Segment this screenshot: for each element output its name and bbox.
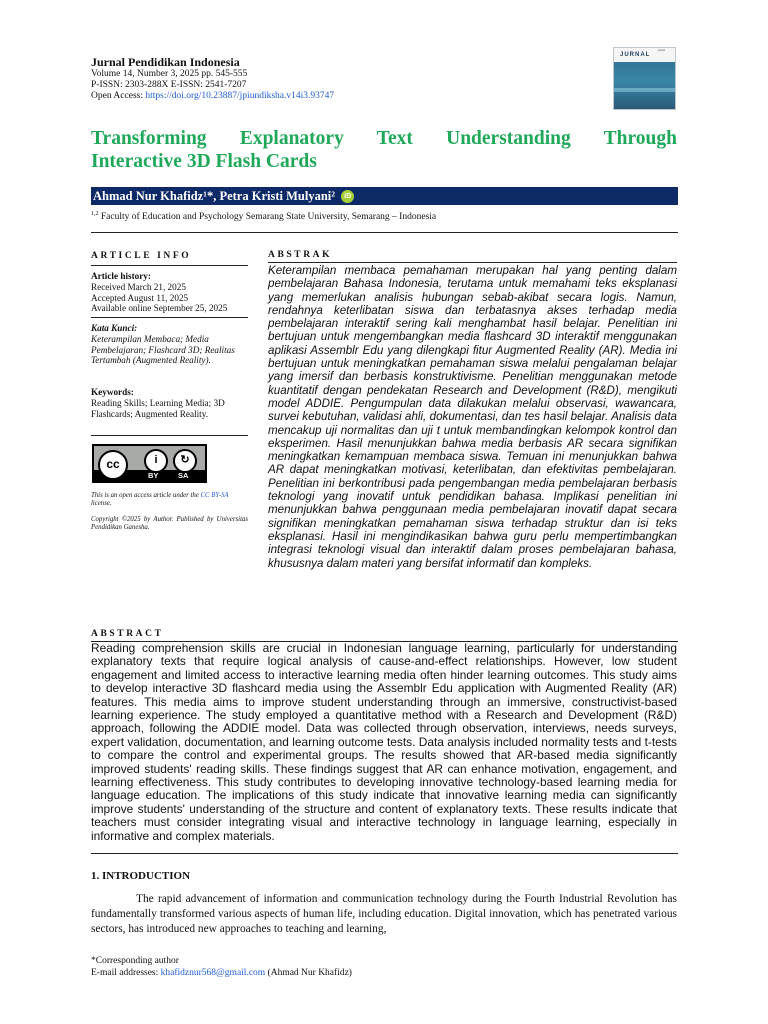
journal-name: Jurnal Pendidikan Indonesia xyxy=(91,55,240,69)
kata-kunci-block xyxy=(91,323,248,366)
keywords-label: Keywords: xyxy=(91,387,134,397)
affiliation-text: Faculty of Education and Psychology Semarang State University, Semarang – Indonesia xyxy=(100,212,437,223)
divider xyxy=(91,435,248,436)
open-access-line xyxy=(91,91,571,102)
article-info-heading: ARTICLE INFO xyxy=(91,251,192,261)
keywords-block xyxy=(91,387,248,419)
attribution-icon: i xyxy=(144,449,168,473)
email-owner: (Ahmad Nur Khafidz) xyxy=(267,967,352,978)
journal-volume: Volume 14, Number 3, 2025 pp. 545-555 xyxy=(91,69,248,79)
email-line xyxy=(91,968,352,980)
email-label: E-mail addresses: xyxy=(91,967,159,978)
journal-header xyxy=(91,55,571,102)
cc-by-sa-badge[interactable] xyxy=(92,444,207,483)
received-date: Received March 21, 2025 xyxy=(91,281,186,292)
open-access-label: Open Access: xyxy=(91,91,143,101)
article-history xyxy=(91,271,248,314)
journal-issn: P-ISSN: 2303-288X E-ISSN: 2541-7207 xyxy=(91,80,247,90)
cc-icon: cc xyxy=(98,450,128,480)
keywords-text: Reading Skills; Learning Media; 3D Flashcards; Augmented Reality. xyxy=(91,397,225,419)
abstract-heading: ABSTRACT xyxy=(91,629,164,639)
history-label: Article history: xyxy=(91,271,151,281)
abstrak-heading: ABSTRAK xyxy=(268,250,333,260)
abstrak-text: Keterampilan membaca pemahaman merupakan hal yang penting dalam pembelajaran Bahasa Indonesia, terutama untuk memahami teks eksplanasi yang memerlukan analisis hubungan sebab-akibat secara logis. Namun, rendahnya keterlibatan siswa dan terbatasnya akses terhadap media pembelajaran interaktif sering kali menghambat hasil belajar. Penelitian ini bertujuan untuk mengembangkan media flashcard 3D interaktif menggunakan aplikasi Assemblr Edu yang dilengkapi fitur Augmented Reality (AR). Media ini bertujuan untuk meningkatkan pemahaman siswa melalui pengalaman belajar yang imersif dan berbasis konstruktivisme. Penelitian menggunakan metode kuantitatif dengan pendekatan Research and Development (R&D), mengikuti model ADDIE. Pengumpulan data dilakukan melalui observasi, wawancara, survei kebutuhan, validasi ahli, dokumentasi, dan tes hasil belajar. Analisis data mencakup uji normalitas dan uji t untuk membandingkan kelompok kontrol dan eksperimen. Hasil menunjukkan bahwa media berbasis AR secara signifikan meningkatkan kemampuan membaca siswa. Temuan ini menunjukkan bahwa AR dapat meningkatkan motivasi, keterlibatan, dan efektivitas pembelajaran. Penelitian ini berkontribusi pada pengembangan media pembelajaran berbasis teknologi yang inovatif untuk pendidikan bahasa. Implikasi penelitian ini menunjukkan bahwa penggunaan media pembelajaran inovatif dapat secara signifikan meningkatkan pemahaman siswa terhadap struktur dan isi teks eksplanasi. Hasil ini mengindikasikan bahwa guru perlu mempertimbangkan integrasi teknologi visual dan interaktif dalam proses pembelajaran bahasa, khususnya dalam materi yang bersifat informatif dan kompleks. xyxy=(268,264,677,570)
divider xyxy=(91,232,678,233)
affiliation-marker: 1,2 xyxy=(91,211,99,217)
affiliation xyxy=(91,208,436,223)
authors-bar xyxy=(91,187,678,205)
license-text-pre: This is an open access article under the xyxy=(91,492,199,499)
paper-title xyxy=(91,127,677,173)
cc-sa-label: SA xyxy=(178,471,189,480)
license-text-post: license. xyxy=(91,500,112,508)
cover-tag: jurnal xyxy=(658,48,665,52)
kata-kunci-text: Keterampilan Membaca; Media Pembelajaran; Flashcard 3D; Realitas Tertambah (Augmented Reality). xyxy=(91,333,235,366)
doi-link[interactable]: https://doi.org/10.23887/jpiundiksha.v14i3.93747 xyxy=(145,91,335,101)
copyright-note: Copyright ©2025 by Author. Published by Universitas Pendidikan Ganesha. xyxy=(91,516,248,532)
introduction-heading: 1. INTRODUCTION xyxy=(91,870,191,882)
divider xyxy=(91,265,248,266)
email-link[interactable]: khafidznur568@gmail.com xyxy=(160,967,266,978)
orcid-icon[interactable]: iD xyxy=(341,190,354,203)
footnote xyxy=(91,956,352,979)
journal-cover-image xyxy=(613,47,676,110)
corresponding-author: *Corresponding author xyxy=(91,956,179,966)
license-note xyxy=(91,492,248,509)
author-names: Ahmad Nur Khafidz¹*, Petra Kristi Mulyani² xyxy=(93,189,335,203)
divider xyxy=(91,317,248,318)
introduction-text: The rapid advancement of information and communication technology during the Fourth Industrial Revolution has fundamentally transformed various aspects of human life, including education. Digital innovation, which has penetrated various sectors, has introduced new approaches to teaching and learning, xyxy=(91,893,677,935)
cover-title: JURNAL xyxy=(620,52,651,58)
accepted-date: Accepted August 11, 2025 xyxy=(91,292,189,303)
paper-title-line1: Transforming Explanatory Text Understanding Through xyxy=(91,128,677,149)
license-link[interactable]: CC BY-SA xyxy=(200,492,229,499)
share-alike-icon: ↻ xyxy=(173,449,197,473)
online-date: Available online September 25, 2025 xyxy=(91,303,228,314)
cc-by-label: BY xyxy=(148,471,159,480)
kata-kunci-label: Kata Kunci: xyxy=(91,323,138,333)
divider xyxy=(268,262,677,263)
abstract-text: Reading comprehension skills are crucial in Indonesian language learning, particularly for understanding explanatory texts that require logical analysis of cause-and-effect relationships. However, low student engagement and limited access to interactive learning media often hinder learning outcomes. This study aims to develop interactive 3D flashcard media using the Assemblr Edu application with Augmented Reality (AR) features. This media aims to improve student understanding through an immersive, constructivist-based learning experience. The study employed a quantitative method with a Research and Development (R&D) approach, following the ADDIE model. Data was collected through observation, interviews, needs surveys, expert validation, documentation, and learning outcome tests. Data analysis included normality tests and t-tests to compare the control and experimental groups. The results showed that AR-based media significantly improved students' reading skills. These findings suggest that AR can enhance motivation, engagement, and learning effectiveness. This study contributes to developing innovative technology-based learning media for language education. The implications of this study indicate that innovative learning media can significantly improve students' understanding of the structure and content of explanatory texts. These results indicate that teachers must consider integrating visual and interactive technology in language learning, especially in informative and complex materials. xyxy=(91,641,677,843)
paper-title-line2: Interactive 3D Flash Cards xyxy=(91,151,317,172)
divider xyxy=(91,853,678,854)
